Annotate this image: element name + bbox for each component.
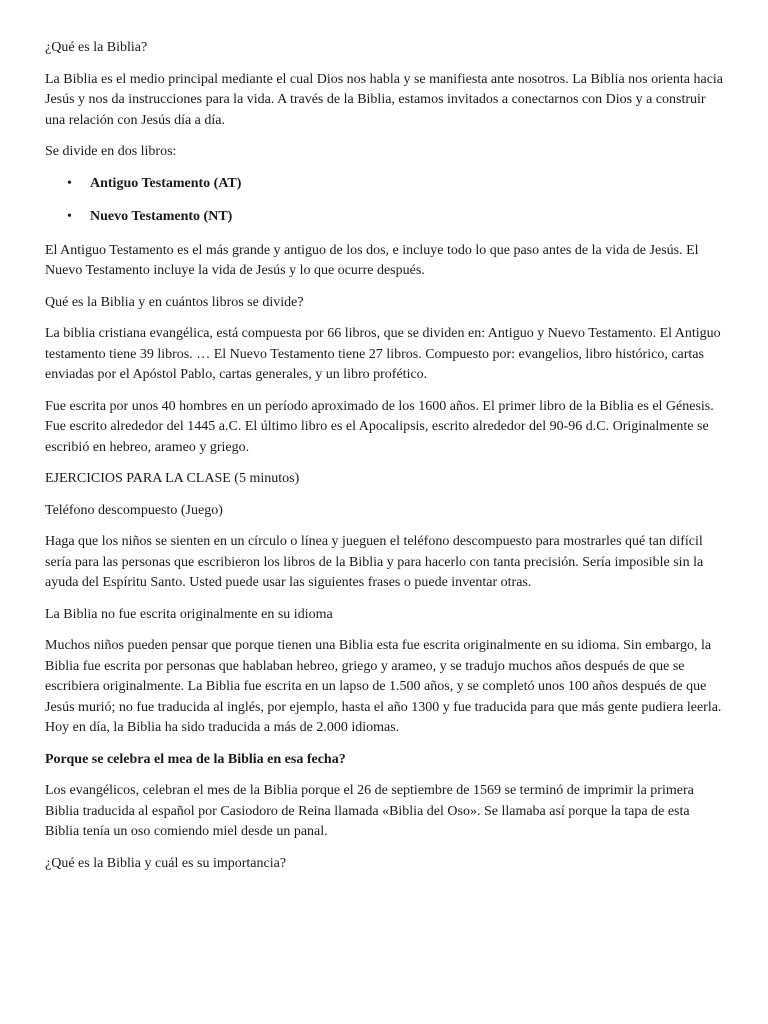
list-item-label: Antiguo Testamento (AT) [90, 175, 242, 191]
list-item-nuevo-testamento [45, 207, 725, 228]
testament-list [45, 174, 725, 228]
heading-cuantos-libros: Qué es la Biblia y en cuántos libros se divide? [45, 294, 304, 310]
heading-no-fue-escrita: La Biblia no fue escrita originalmente en su idioma [45, 606, 333, 622]
paragraph-divide: Se divide en dos libros: [45, 144, 177, 159]
paragraph-66-libros: La biblia cristiana evangélica, está compuesta por 66 libros, que se dividen en: Antiguo y Nuevo Testamento. El Antiguo testamento tiene 39 libros. … El Nuevo Testamento tiene 27 libros. Compuesto por: evangelios, libro histórico, cartas enviadas por el Apóstol Pablo, cartas generales, y un libro profético. [45, 326, 721, 382]
list-item-label: Nuevo Testamento (NT) [90, 209, 233, 224]
paragraph-40-hombres: Fue escrita por unos 40 hombres en un período aproximado de los 1600 años. El primer libro de la Biblia es el Génesis. Fue escrito alrededor del 1445 a.C. El último libro es el Apocalipsis, escrito alrededor del 90-96 d.C. Originalmente se escribió en hebreo, arameo y griego. [45, 398, 714, 455]
bullet-icon: • [67, 175, 72, 191]
paragraph-biblia-del-oso: Los evangélicos, celebran el mes de la Biblia porque el 26 de septiembre de 1569 se terminó de imprimir la primera Biblia traducida al español por Casiodoro de Reina llamada «Biblia del Oso». Se llamaba así porque la tapa de esta Biblia tenía un oso comiendo miel desde un panal. [45, 783, 694, 839]
heading-telefono-descompuesto: Teléfono descompuesto (Juego) [45, 502, 223, 518]
heading-mes-de-la-biblia: Porque se celebra el mea de la Biblia en esa fecha? [45, 751, 346, 767]
paragraph-antiguo-testamento: El Antiguo Testamento es el más grande y antiguo de los dos, e incluye todo lo que paso antes de la vida de Jesús. El Nuevo Testamento incluye la vida de Jesús y lo que ocurre después. [45, 242, 699, 278]
document-page [45, 38, 725, 885]
list-item-antiguo-testamento [45, 174, 725, 195]
heading-ejercicios: EJERCICIOS PARA LA CLASE (5 minutos) [45, 471, 300, 486]
paragraph-traduccion: Muchos niños pueden pensar que porque tienen una Biblia esta fue escrita originalmente en su idioma. Sin embargo, la Biblia fue escrita por personas que hablaban hebreo, griego y arameo, y se tradujo muchos años después de que se escribiera originalmente. La Biblia fue escrita en un lapso de 1.500 años, y se completó unos 100 años después de que Jesús murió; no fue traducida al inglés, por ejemplo, hasta el año 1300 y fue traducida para que más gente pudiera leerla. Hoy en día, la Biblia ha sido traducida a más de 2.000 idiomas. [45, 638, 722, 735]
paragraph-intro: La Biblia es el medio principal mediante el cual Dios nos habla y se manifiesta ante nosotros. La Biblia nos orienta hacia Jesús y nos da instrucciones para la vida. A través de la Biblia, estamos invitados a conectarnos con Dios y a construir una relación con Jesús día a día. [45, 71, 724, 128]
heading-importancia: ¿Qué es la Biblia y cuál es su importancia? [45, 855, 287, 871]
paragraph-juego: Haga que los niños se sienten en un círculo o línea y jueguen el teléfono descompuesto para mostrarles qué tan difícil sería para las personas que escribieron los libros de la Biblia y para hacerlo con tanta precisión. Sería imposible sin la ayuda del Espíritu Santo. Usted puede usar las siguientes frases o puede inventar otras. [45, 534, 704, 590]
bullet-icon: • [67, 209, 72, 224]
heading-que-es-la-biblia: ¿Qué es la Biblia? [45, 40, 148, 55]
